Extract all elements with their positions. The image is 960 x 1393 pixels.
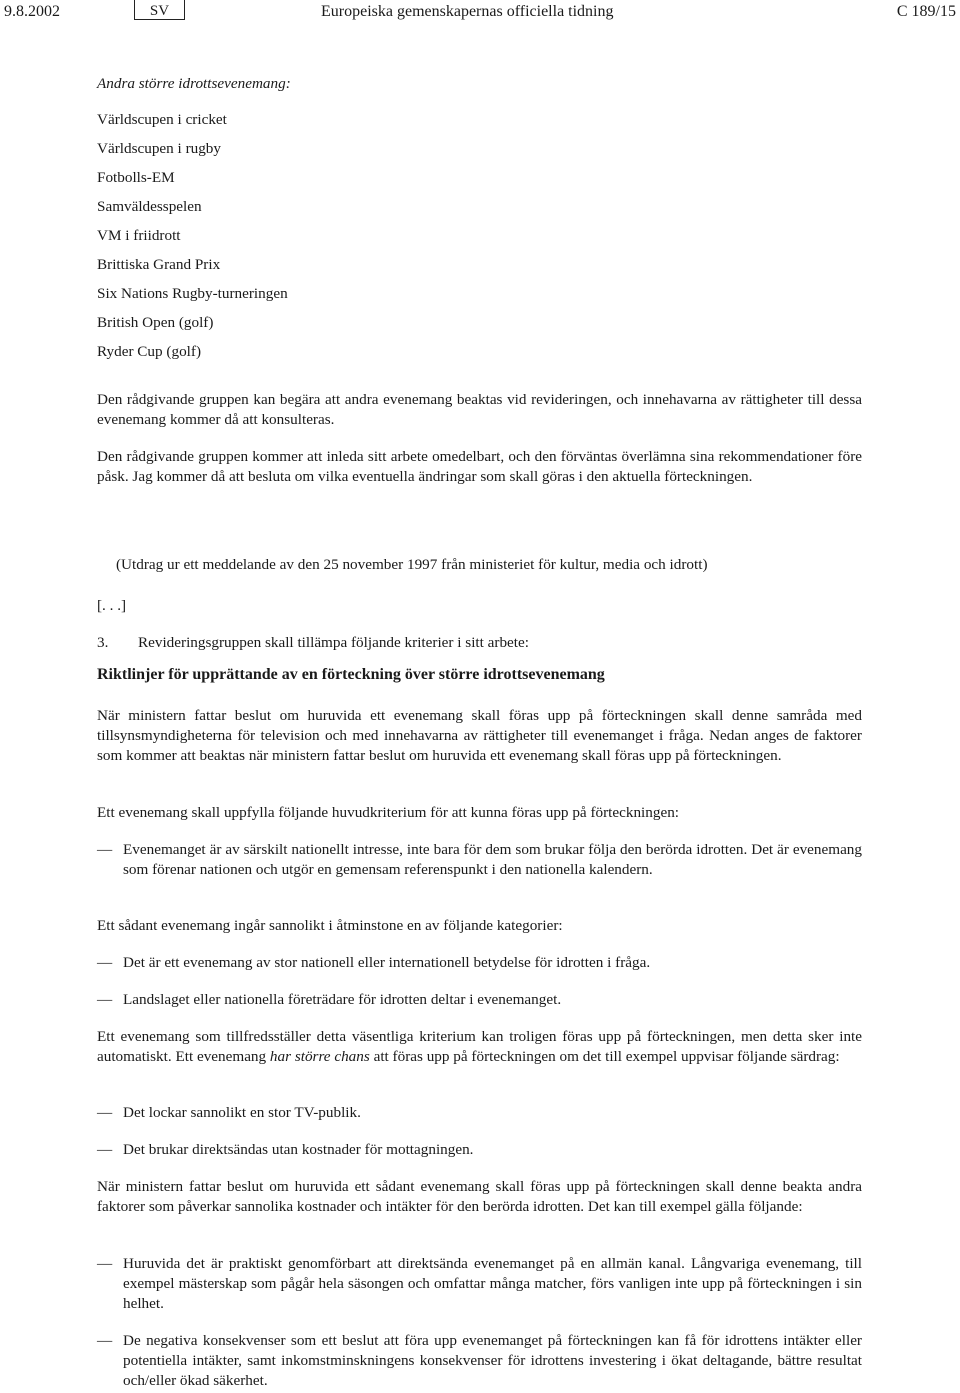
event-item: Fotbolls-EM (97, 169, 175, 186)
event-item: British Open (golf) (97, 314, 214, 331)
main-criterion-text: Evenemanget är av särskilt nationellt intresse, inte bara för dem som brukar följa den berörda idrotten. Det är evenemang som förenar nationen och utgör en gemensam referenspunkt i den nationella kalendern. (123, 841, 862, 878)
event-item: Världscupen i cricket (97, 111, 227, 128)
paragraph-minister-decision: När ministern fattar beslut om huruvida ett evenemang skall föras upp på förteckningen skall denne samråda med tillsynsmyndigheterna för television och med innehavarna av rättigheter till evenemanget i fråga. Nedan anges de faktorer som kommer att beaktas när ministern fattar beslut om huruvida ett evenemang skall föras upp på förteckningen. (97, 707, 862, 764)
feature-text: Det lockar sannolikt en stor TV-publik. (123, 1104, 361, 1121)
dash-bullet: — (97, 841, 113, 858)
header-date: 9.8.2002 (4, 3, 60, 20)
event-item: Världscupen i rugby (97, 140, 221, 157)
chance-text-a: Ett evenemang som tillfredsställer detta väsentliga kriterium kan troligen föras upp på förteckningen, men detta sker inte automatiskt. Ett evenemang (97, 1028, 862, 1065)
page-number: C 189/15 (896, 3, 956, 20)
event-item: Ryder Cup (golf) (97, 343, 201, 360)
paragraph-recommendations: Den rådgivande gruppen kommer att inleda sitt arbete omedelbart, och den förväntas överlämna sina rekommendationer före påsk. Jag kommer då att besluta om vilka eventuella ändringar som skall göras i den aktuella förteckningen. (97, 448, 862, 485)
point-text: Revideringsgruppen skall tillämpa följande kriterier i sitt arbete: (138, 634, 529, 651)
factor-text: Huruvida det är praktiskt genomförbart att direktsända evenemanget på en allmän kanal. Långvariga evenemang, till exempel mästerskap som pågår hela säsongen och omfattar många matcher, förs vanligen inte upp på förteckningen i sin helhet. (123, 1255, 862, 1312)
dash-bullet: — (97, 1255, 113, 1272)
factor-text: De negativa konsekvenser som ett beslut att föra upp evenemanget på förteckningen kan få för idrottens intäkter eller potentiella intäkter, samt inkomstminskningens konsekvenser för idrottens investering i ökat deltagande, bättre resultat och/eller ökad säkerhet. (123, 1332, 862, 1389)
section-heading: Riktlinjer för upprättande av en förteckning över större idrottsevenemang (97, 666, 605, 683)
dash-bullet: — (97, 1104, 113, 1121)
dash-bullet: — (97, 1141, 113, 1158)
page-header (0, 0, 960, 28)
event-item: Six Nations Rugby-turneringen (97, 285, 288, 302)
chance-emphasis: har större chans (269, 1048, 370, 1065)
events-intro: Andra större idrottsevenemang: (97, 75, 291, 92)
point-number: 3. (97, 634, 109, 651)
category-text: Landslaget eller nationella företrädare för idrotten deltar i evenemanget. (123, 991, 562, 1008)
dash-bullet: — (97, 954, 113, 971)
chance-text-b: att föras upp på förteckningen om det till exempel uppvisar följande särdrag: (369, 1048, 840, 1065)
ellipsis: [. . .] (97, 597, 127, 614)
paragraph-advisory-group: Den rådgivande gruppen kan begära att andra evenemang beaktas vid revideringen, och innehavarna av rättigheter till dessa evenemang kommer då att konsulteras. (97, 391, 862, 428)
language-badge: SV (134, 0, 185, 20)
event-item: Brittiska Grand Prix (97, 256, 221, 273)
category-text: Det är ett evenemang av stor nationell eller internationell betydelse för idrotten i fråga. (123, 954, 651, 971)
event-item: Samväldesspelen (97, 198, 202, 215)
dash-bullet: — (97, 1332, 113, 1349)
excerpt-note: (Utdrag ur ett meddelande av den 25 november 1997 från ministeriet för kultur, media och idrott) (116, 556, 708, 573)
paragraph-categories-intro: Ett sådant evenemang ingår sannolikt i åtminstone en av följande kategorier: (97, 917, 563, 934)
paragraph-main-criterion-intro: Ett evenemang skall uppfylla följande huvudkriterium för att kunna föras upp på förteckningen: (97, 804, 680, 821)
dash-bullet: — (97, 991, 113, 1008)
paragraph-greater-chance (97, 1027, 862, 1067)
paragraph-other-factors: När ministern fattar beslut om huruvida ett sådant evenemang skall föras upp på förteckningen skall denne beakta andra faktorer som påverkar sannolika kostnader och intäkter för den berörda idrotten. Det kan till exempel gälla följande: (97, 1178, 862, 1215)
journal-title: Europeiska gemenskapernas officiella tidning (321, 3, 614, 20)
feature-text: Det brukar direktsändas utan kostnader för mottagningen. (123, 1141, 474, 1158)
event-item: VM i friidrott (97, 227, 181, 244)
